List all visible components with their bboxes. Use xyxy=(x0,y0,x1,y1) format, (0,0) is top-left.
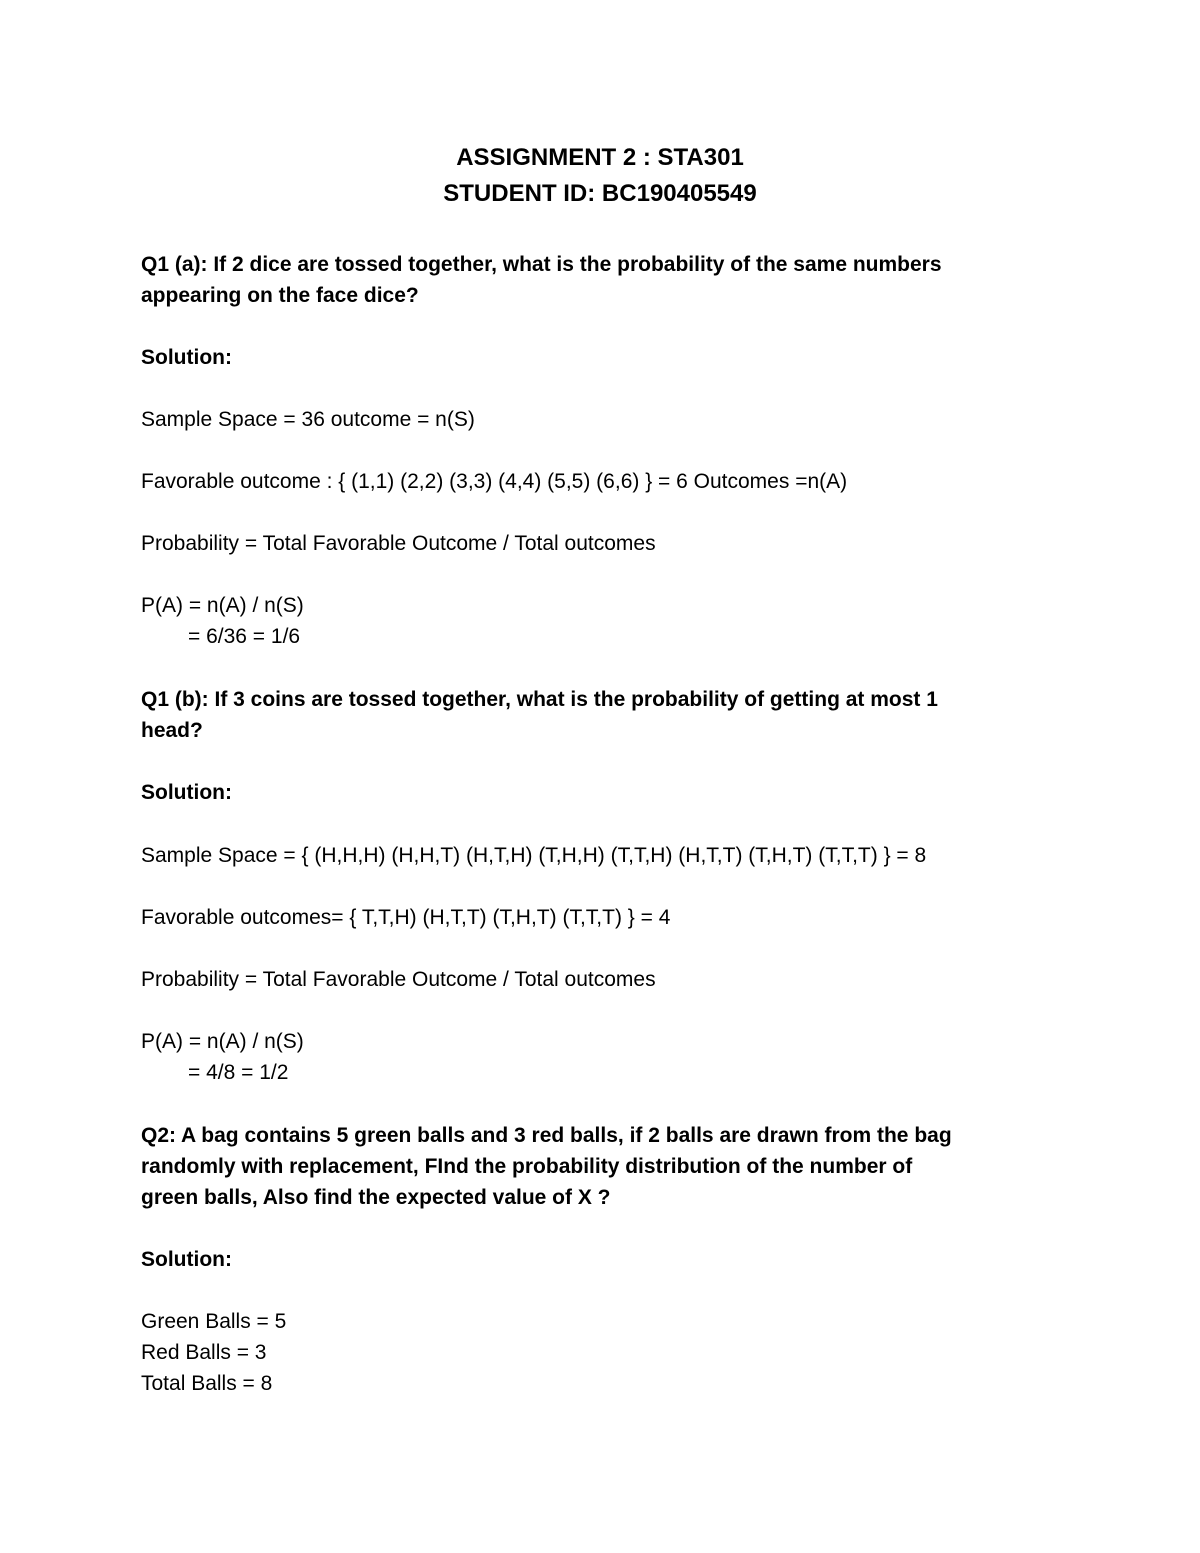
q2-question-line3: green balls, Also find the expected value of X ? xyxy=(141,1186,611,1209)
q1a-favorable: Favorable outcome : { (1,1) (2,2) (3,3) (4,4) (5,5) (6,6) } = 6 Outcomes =n(A) xyxy=(141,470,848,493)
q1a-probability-formula: Probability = Total Favorable Outcome / Total outcomes xyxy=(141,532,656,555)
q2-total-balls: Total Balls = 8 xyxy=(141,1372,273,1395)
student-id: STUDENT ID: BC190405549 xyxy=(443,180,757,207)
q2-question-line2: randomly with replacement, FInd the probability distribution of the number of xyxy=(141,1155,913,1178)
q1b-pa-result: = 4/8 = 1/2 xyxy=(188,1061,289,1084)
q2-green-balls: Green Balls = 5 xyxy=(141,1310,287,1333)
q2-red-balls: Red Balls = 3 xyxy=(141,1341,267,1364)
q1a-sample-space: Sample Space = 36 outcome = n(S) xyxy=(141,408,475,431)
q1b-favorable: Favorable outcomes= { T,T,H) (H,T,T) (T,H,T) (T,T,T) } = 4 xyxy=(141,906,671,929)
q1a-pa-formula: P(A) = n(A) / n(S) xyxy=(141,594,304,617)
q1b-probability-formula: Probability = Total Favorable Outcome / Total outcomes xyxy=(141,968,656,991)
q1b-pa-formula: P(A) = n(A) / n(S) xyxy=(141,1030,304,1053)
q1a-question-line2: appearing on the face dice? xyxy=(141,284,419,307)
q1a-solution-label: Solution: xyxy=(141,346,232,369)
q1a-pa-result: = 6/36 = 1/6 xyxy=(188,625,301,648)
q1a-question-line1: Q1 (a): If 2 dice are tossed together, what is the probability of the same numbers xyxy=(141,253,942,276)
assignment-title: ASSIGNMENT 2 : STA301 xyxy=(456,144,744,171)
q1b-question-line2: head? xyxy=(141,719,203,742)
q1b-question-line1: Q1 (b): If 3 coins are tossed together, what is the probability of getting at most 1 xyxy=(141,688,938,711)
q1b-sample-space: Sample Space = { (H,H,H) (H,H,T) (H,T,H) (T,H,H) (T,T,H) (H,T,T) (T,H,T) (T,T,T) } = 8 xyxy=(141,844,927,867)
q1b-solution-label: Solution: xyxy=(141,781,232,804)
q2-solution-label: Solution: xyxy=(141,1248,232,1271)
q2-question-line1: Q2: A bag contains 5 green balls and 3 red balls, if 2 balls are drawn from the bag xyxy=(141,1124,952,1147)
title-block xyxy=(0,140,1200,212)
